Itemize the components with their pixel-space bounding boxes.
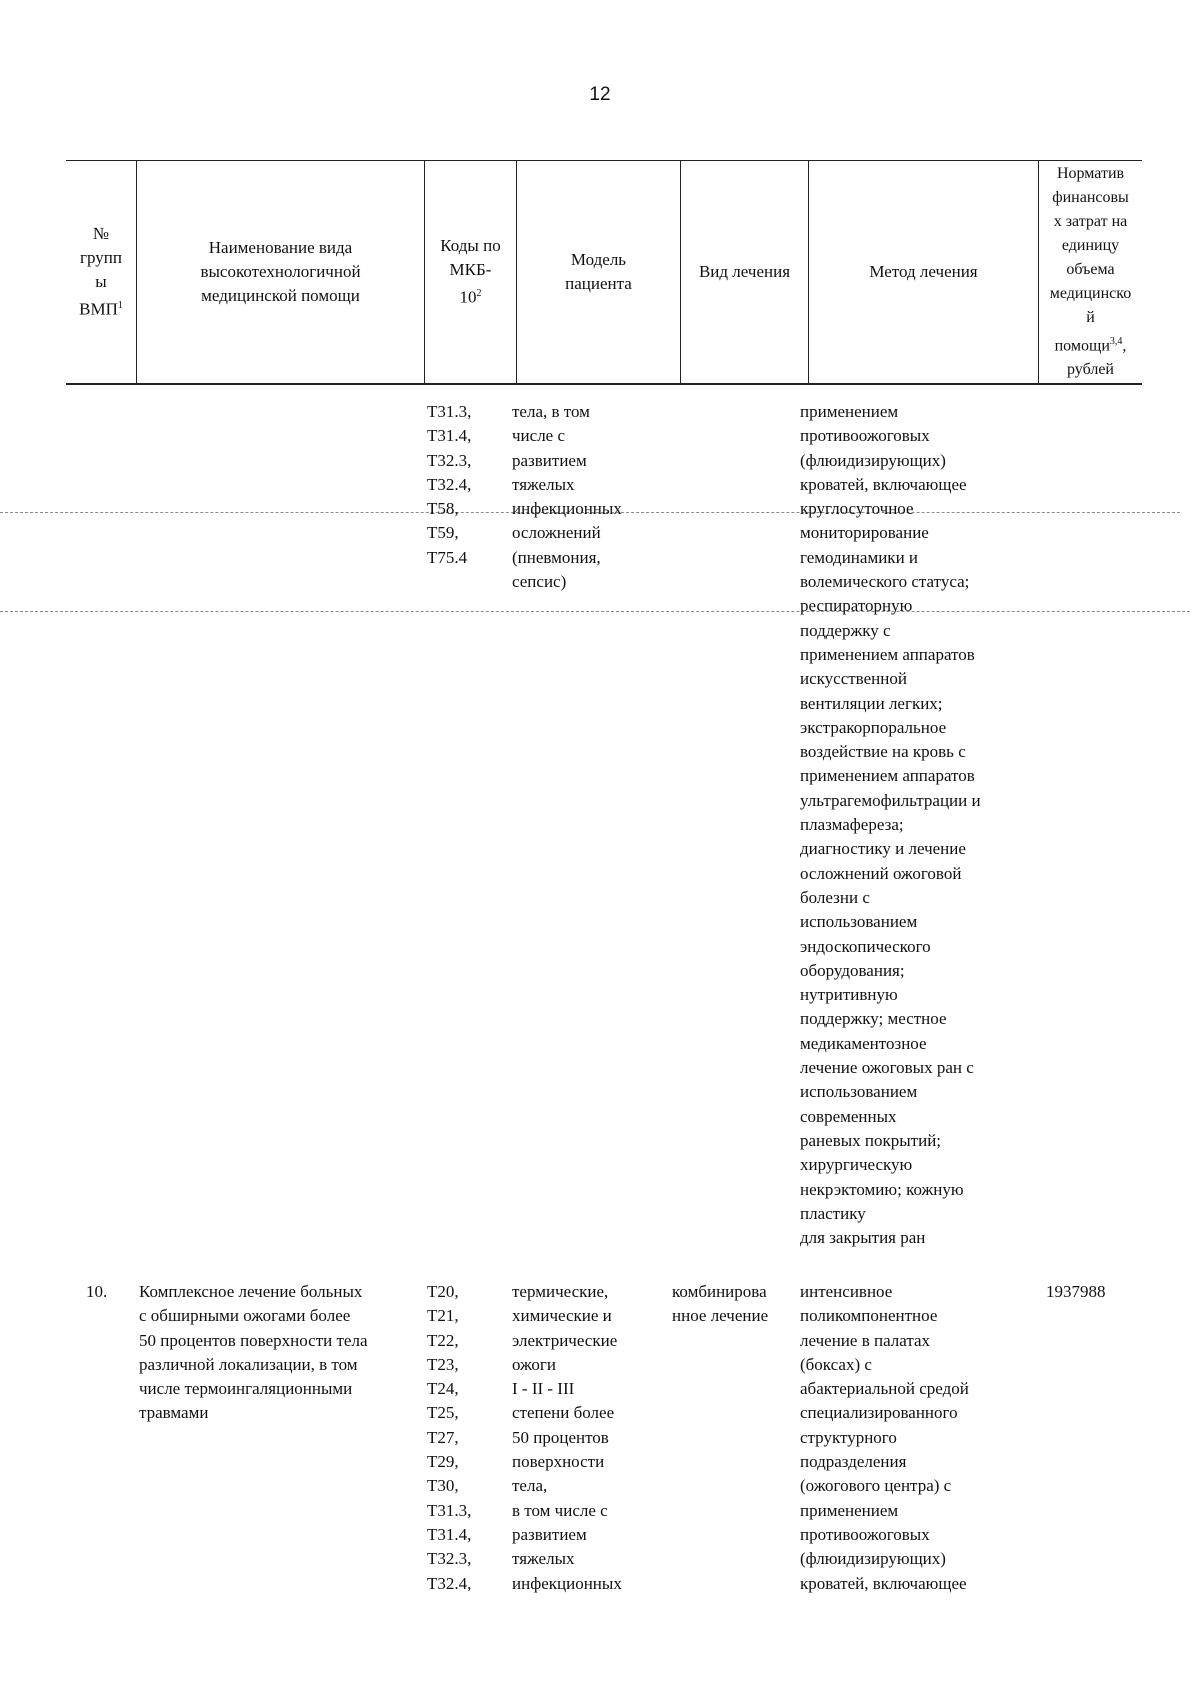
continued-icd-codes: Т31.3, Т31.4, Т32.3, Т32.4, Т58, Т59, Т75.4	[427, 402, 472, 567]
header-cost-norm-label: Норматив финансовы х затрат на единицу объема медицинско й помощи	[1049, 164, 1132, 355]
header-cost-norm	[1038, 161, 1142, 383]
header-cost-norm-unit: , рублей	[1067, 337, 1127, 379]
scan-artifact-line	[0, 611, 1190, 612]
row10-icd-codes: Т20, Т21, Т22, Т23, Т24, Т25, Т27, Т29, Т30, Т31.3, Т31.4, Т32.3, Т32.4,	[427, 1282, 472, 1593]
header-group-number	[66, 161, 136, 383]
header-group-number-label: № групп ы ВМП	[79, 224, 122, 319]
row10-group-number: 10.	[86, 1282, 108, 1301]
footnote-2: 2	[476, 288, 482, 300]
row10-cost-norm: 1937988	[1046, 1282, 1106, 1301]
row10-patient-model: термические, химические и электрические ожоги I - II - III степени более 50 процентов поверхности тела, в том числе с развитием тяжелых инфекционных	[512, 1282, 622, 1593]
continued-treatment-method: применением противоожоговых (флюидизирующих) кроватей, включающее круглосуточное мониторирование гемодинамики и волемического статуса; респираторную поддержку с применением аппаратов искусственной вентиляции легких; экстракорпоральное воздействие на кровь с применением аппаратов ультрагемофильтрации и плазмафереза; диагностику и лечение осложнений ожоговой болезни с использованием эндоскопического оборудования; нутритивную поддержку; местное медикаментозное лечение ожоговых ран с использованием современных раневых покрытий; хирургическую некрэктомию; кожную пластику для закрытия ран	[800, 402, 981, 1248]
row10-treatment-method: интенсивное поликомпонентное лечение в палатах (боксах) с абактериальной средой специализированного структурного подразделения (ожогового центра) с применением противоожоговых (флюидизирующих) кроватей, включающее	[800, 1282, 969, 1593]
row10-care-type-name: Комплексное лечение больных с обширными ожогами более 50 процентов поверхности тела различной локализации, в том числе термоингаляционными травмами	[139, 1282, 368, 1423]
header-icd-codes-label: Коды по МКБ- 10	[440, 236, 501, 307]
page-number: 12	[589, 84, 611, 105]
header-patient-model	[516, 161, 680, 383]
header-treatment-type	[680, 161, 808, 383]
footnote-1: 1	[117, 300, 123, 312]
header-patient-model-label: Модель пациента	[565, 250, 632, 293]
footnote-3-4: 3,4	[1109, 335, 1123, 347]
header-icd-codes	[424, 161, 516, 383]
continued-patient-model: тела, в том числе с развитием тяжелых инфекционных осложнений (пневмония, сепсис)	[512, 402, 622, 592]
header-treatment-method	[808, 161, 1038, 383]
header-care-type-label: Наименование вида высокотехнологичной медицинской помощи	[200, 238, 361, 305]
row10-treatment-type: комбинирова нное лечение	[672, 1282, 769, 1326]
table-header	[66, 160, 1142, 385]
header-treatment-method-label: Метод лечения	[869, 262, 978, 281]
header-care-type	[136, 161, 424, 383]
header-treatment-type-label: Вид лечения	[698, 262, 791, 281]
